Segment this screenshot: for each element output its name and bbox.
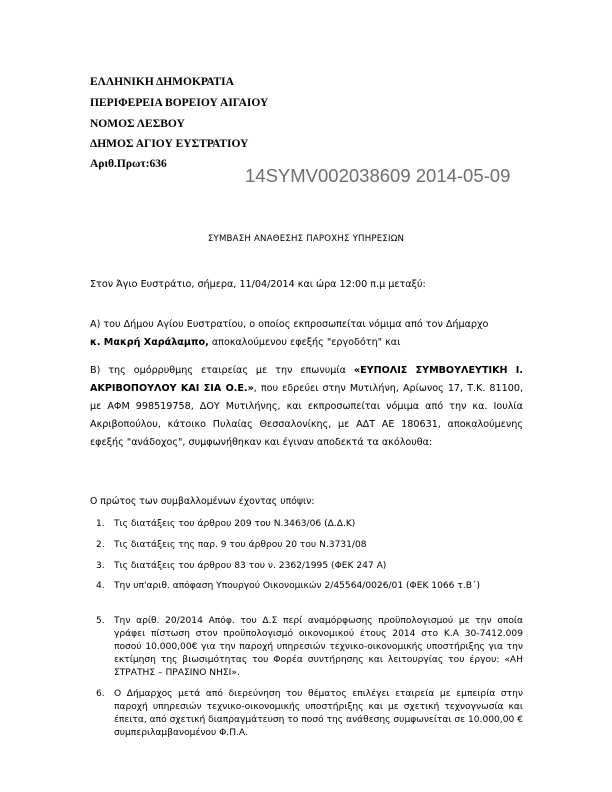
list-item-number: 1. [96, 519, 105, 529]
party-b-details: , που εδρεύει στην Μυτιλήνη, Αρίωνος 17, Τ.Κ. 81100, με ΑΦΜ 998519758, ΔΟΥ Μυτιλήνης, και εκπροσωπείται νόμιμα από την κα. Ιουλία Ακριβοπούλου, κάτοικο Πυλαίας Θεσσαλονίκης, με ΑΔΤ ΑΕ 180631, αποκαλούμενης εφεξής "ανάδοχος", συμφωνήθηκαν και έγιναν αποδεκτά τα ακόλουθα: [90, 383, 523, 448]
list-item-text: Την υπ'αριθ. απόφαση Υπουργού Οικονομικών 2/45564/0026/01 (ΦΕΚ 1066 τ.Β΄) [114, 581, 481, 591]
party-b-intro: Β) της ομόρρυθμης εταιρείας με την επωνυμία [90, 365, 354, 376]
considerations-list [90, 518, 523, 758]
party-b-company: «ΕΥΠΟΛΙΣ ΣΥΜΒΟΥΛΕΥΤΙΚΗ Ι. ΑΚΡΙΒΟΠΟΥΛΟΥ ΚΑΙ ΣΙΑ Ο.Ε.» [90, 365, 524, 394]
list-item-text: Την αρίθ. 20/2014 Απόφ. του Δ.Σ περί αναμόρφωσης προϋπολογισμού με την οποία γράφει πίστωση στον προϋπολογισμό οικονομικού έτους 2014 στο Κ.Α 30-7412.009 ποσού 10.000,00€ για την παροχή υπηρεσιών τεχνικο-οικονομικής υποστήριξης για την εκτίμηση της βιωσιμότητας του Φορέα συντήρησης και λειτουργίας του έργου: «ΑΗ ΣΤΡΑΤΗΣ – ΠΡΑΣΙΝΟ ΝΗΣΙ». [114, 616, 523, 678]
party-a-role: αποκαλούμενου εφεξής "εργοδότη" και [208, 337, 401, 348]
diavgeia-stamp: 14SYMV002038609 2014-05-09 [245, 165, 511, 186]
header-municipality: ΔΗΜΟΣ ΑΓΙΟΥ ΕΥΣΤΡΑΤΙΟΥ [90, 138, 249, 150]
considerations-intro: Ο πρώτος των συμβαλλομένων έχοντας υπόψιν: [90, 496, 315, 507]
protocol-number: Αριθ.Πρωτ:636 [90, 158, 167, 170]
header-region: ΠΕΡΙΦΕΡΕΙΑ ΒΟΡΕΙΟΥ ΑΙΓΑΙΟΥ [90, 97, 269, 109]
party-a-mayor-name: κ. Μακρή Χαράλαμπο, [90, 337, 209, 348]
header-republic: ΕΛΛΗΝΙΚΗ ΔΗΜΟΚΡΑΤΙΑ [90, 76, 234, 88]
intro-paragraph: Στον Άγιο Ευστράτιο, σήμερα, 11/04/2014 και ώρα 12:00 π.μ μεταξύ: [90, 279, 426, 290]
header-prefecture: ΝΟΜΟΣ ΛΕΣΒΟΥ [90, 118, 185, 130]
list-item-number: 2. [96, 540, 105, 550]
list-item-text: Τις διατάξεις της παρ. 9 του άρθρου 20 του Ν.3731/08 [114, 540, 367, 550]
list-item-text: Ο Δήμαρχος μετά από διερεύνηση του θέματος επιλέγει εταιρεία με εμπειρία στην παροχή υπηρεσιών τεχνικο-οικονομικής υποστήριξης και με σχετική τεχνογνωσία και έπειτα, από σχετική διαπραγμάτευση το ποσό της ανάθεσης συμφωνείται σε 10.000,00 € συμπεριλαμβανομένου Φ.Π.Α. [114, 689, 523, 738]
party-a-paragraph [90, 316, 523, 352]
document-title: ΣΥΜΒΑΣΗ ΑΝΑΘΕΣΗΣ ΠΑΡΟΧΗΣ ΥΠΗΡΕΣΙΩΝ [207, 234, 405, 244]
list-item-text: Τις διατάξεις του άρθρου 209 του Ν.3463/06 (Δ.Δ.Κ) [114, 519, 356, 529]
list-item-text: Τις διατάξεις του άρθρου 83 του ν. 2362/1995 (ΦΕΚ 247 Α) [114, 561, 387, 571]
party-a-text: Α) του Δήμου Αγίου Ευστρατίου, ο οποίος εκπροσωπείται νόμιμα από τον Δήμαρχο [90, 319, 489, 330]
list-item-number: 6. [96, 689, 105, 699]
list-item-number: 5. [96, 616, 105, 626]
party-b-paragraph [90, 362, 523, 452]
list-item-number: 3. [96, 561, 105, 571]
list-item-number: 4. [96, 581, 105, 591]
